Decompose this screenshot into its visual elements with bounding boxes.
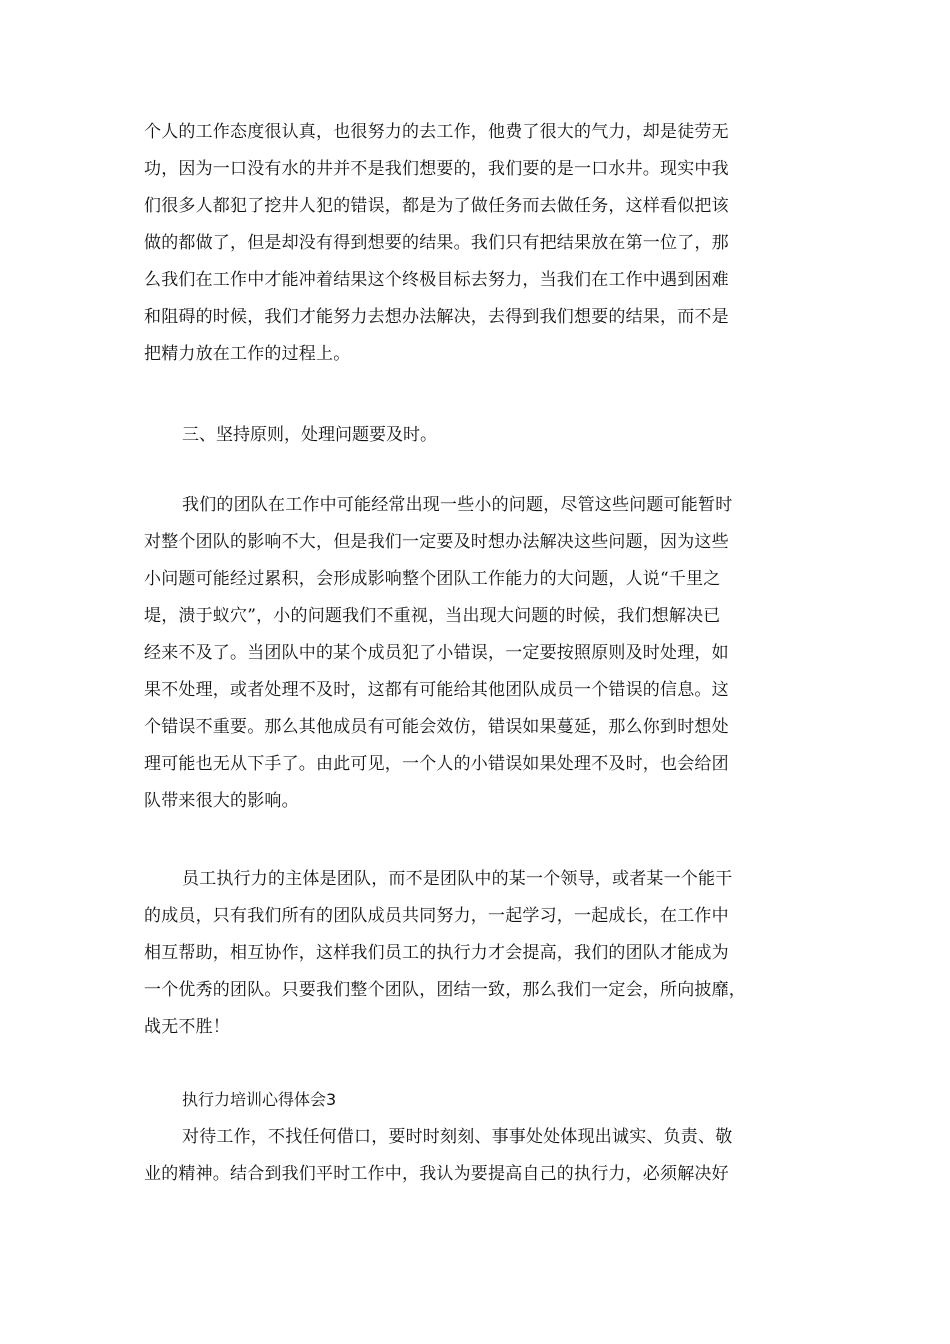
text-line: 相互帮助，相互协作，这样我们员工的执行力才会提高，我们的团队才能成为 — [144, 943, 729, 963]
paragraph-result-first — [144, 114, 812, 373]
text-line: 们很多人都犯了挖井人犯的错误，都是为了做任务而去做任务，这样看似把该 — [144, 196, 729, 216]
paragraph-team-execution — [144, 861, 812, 1046]
text-line: 我们的团队在工作中可能经常出现一些小的问题，尽管这些问题可能暂时 — [182, 495, 733, 515]
text-line: 个错误不重要。那么其他成员有可能会效仿，错误如果蔓延，那么你到时想处 — [144, 717, 729, 737]
text-line: 小问题可能经过累积，会形成影响整个团队工作能力的大问题，人说“千里之 — [144, 569, 721, 589]
text-line: 做的都做了，但是却没有得到想要的结果。我们只有把结果放在第一位了，那 — [144, 233, 729, 253]
text-line: 理可能也无从下手了。由此可见，一个人的小错误如果处理不及时，也会给团 — [144, 754, 729, 774]
text-line: 和阻碍的时候，我们才能努力去想办法解决，去得到我们想要的结果，而不是 — [144, 307, 729, 327]
text-line: 果不处理，或者处理不及时，这都有可能给其他团队成员一个错误的信息。这 — [144, 680, 729, 700]
text-line: 的成员，只有我们所有的团队成员共同努力，一起学习，一起成长，在工作中 — [144, 906, 729, 926]
text-line: 战无不胜！ — [144, 1017, 230, 1037]
text-line: 对整个团队的影响不大，但是我们一定要及时想办法解决这些问题，因为这些 — [144, 532, 729, 552]
text-line: 业的精神。结合到我们平时工作中，我认为要提高自己的执行力，必须解决好 — [144, 1164, 729, 1184]
paragraph-work-attitude — [144, 1119, 812, 1193]
section-heading-3: 三、坚持原则，处理问题要及时。 — [182, 425, 437, 445]
text-line: 把精力放在工作的过程上。 — [144, 344, 351, 364]
text-line: 堤，溃于蚁穴”，小的问题我们不重视，当出现大问题的时候，我们想解决已 — [144, 606, 721, 626]
text-line: 队带来很大的影响。 — [144, 791, 299, 811]
article-subtitle: 执行力培训心得体会3 — [182, 1090, 337, 1109]
text-line: 经来不及了。当团队中的某个成员犯了小错误，一定要按照原则及时处理，如 — [144, 643, 729, 663]
text-line: 么我们在工作中才能冲着结果这个终极目标去努力，当我们在工作中遇到困难 — [144, 270, 729, 290]
text-line: 功，因为一口没有水的井并不是我们想要的，我们要的是一口水井。现实中我 — [144, 159, 729, 179]
text-line: 个人的工作态度很认真，也很努力的去工作，他费了很大的气力，却是徒劳无 — [144, 122, 729, 142]
text-line: 一个优秀的团队。只要我们整个团队，团结一致，那么我们一定会，所向披靡， — [144, 980, 746, 1000]
text-line: 员工执行力的主体是团队，而不是团队中的某一个领导，或者某一个能干 — [182, 869, 733, 889]
paragraph-timely-handling — [144, 487, 812, 820]
text-line: 对待工作，不找任何借口，要时时刻刻、事事处处体现出诚实、负责、敬 — [182, 1127, 733, 1147]
